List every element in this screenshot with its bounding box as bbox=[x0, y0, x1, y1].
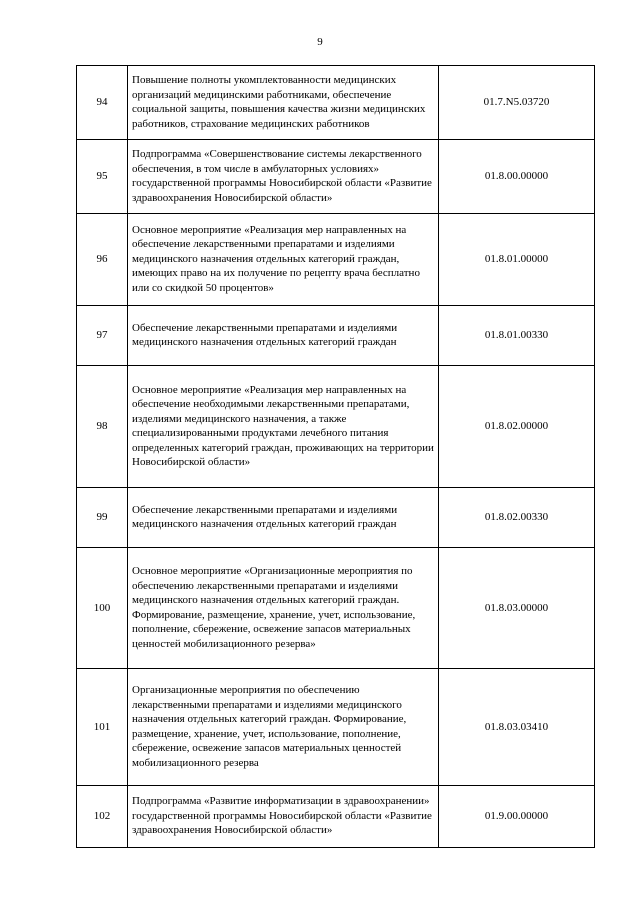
row-name: Подпрограмма «Развитие информатизации в здравоохранении» государственной программы Новосибирской области «Развитие здравоохранения Новосибирской области» bbox=[128, 786, 439, 848]
row-name: Повышение полноты укомплектованности медицинских организаций медицинскими работниками, обеспечение социальной защиты, повышения качества жизни медицинских работников, страхование медицинских работников bbox=[128, 66, 439, 140]
row-name: Основное мероприятие «Реализация мер направленных на обеспечение необходимыми лекарственными препаратами, изделиями медицинского назначения, а также специализированными продуктами лечебного питания определенных категорий граждан, проживающих на территории Новосибирской области» bbox=[128, 366, 439, 488]
row-name: Обеспечение лекарственными препаратами и изделиями медицинского назначения отдельных категорий граждан bbox=[128, 488, 439, 548]
row-number: 101 bbox=[77, 669, 128, 786]
row-code: 01.8.01.00330 bbox=[439, 306, 595, 366]
row-number: 100 bbox=[77, 548, 128, 669]
table-row bbox=[77, 786, 595, 848]
row-number: 95 bbox=[77, 140, 128, 214]
row-number: 98 bbox=[77, 366, 128, 488]
row-number: 99 bbox=[77, 488, 128, 548]
row-number: 96 bbox=[77, 214, 128, 306]
table-row bbox=[77, 366, 595, 488]
table-row bbox=[77, 214, 595, 306]
row-code: 01.8.03.00000 bbox=[439, 548, 595, 669]
row-name: Основное мероприятие «Организационные мероприятия по обеспечению лекарственными препаратами и изделиями медицинского назначения отдельных категорий граждан. Формирование, размещение, хранение, учет, использование, пополнение, сбережение, освежение запасов материальных ценностей мобилизационного резерва» bbox=[128, 548, 439, 669]
table-row bbox=[77, 306, 595, 366]
row-name: Подпрограмма «Совершенствование системы лекарственного обеспечения, в том числе в амбулаторных условиях» государственной программы Новосибирской области «Развитие здравоохранения Новосибирской области» bbox=[128, 140, 439, 214]
table-row bbox=[77, 140, 595, 214]
table-row bbox=[77, 548, 595, 669]
row-number: 102 bbox=[77, 786, 128, 848]
row-number: 97 bbox=[77, 306, 128, 366]
row-name: Организационные мероприятия по обеспечению лекарственными препаратами и изделиями медицинского назначения отдельных категорий граждан. Формирование, размещение, хранение, учет, использование, пополнение, сбережение, освежение запасов материальных ценностей мобилизационного резерва bbox=[128, 669, 439, 786]
row-code: 01.7.N5.03720 bbox=[439, 66, 595, 140]
page-number: 9 bbox=[317, 36, 323, 48]
row-name: Обеспечение лекарственными препаратами и изделиями медицинского назначения отдельных категорий граждан bbox=[128, 306, 439, 366]
row-number: 94 bbox=[77, 66, 128, 140]
table-row bbox=[77, 669, 595, 786]
table-row bbox=[77, 488, 595, 548]
row-code: 01.8.02.00330 bbox=[439, 488, 595, 548]
row-code: 01.8.00.00000 bbox=[439, 140, 595, 214]
row-code: 01.8.02.00000 bbox=[439, 366, 595, 488]
row-name: Основное мероприятие «Реализация мер направленных на обеспечение лекарственными препаратами и изделиями медицинского назначения отдельных категорий граждан, имеющих право на их получение по рецепту врача бесплатно или со скидкой 50 процентов» bbox=[128, 214, 439, 306]
row-code: 01.8.01.00000 bbox=[439, 214, 595, 306]
table-row bbox=[77, 66, 595, 140]
row-code: 01.9.00.00000 bbox=[439, 786, 595, 848]
row-code: 01.8.03.03410 bbox=[439, 669, 595, 786]
budget-classification-table bbox=[76, 65, 595, 848]
